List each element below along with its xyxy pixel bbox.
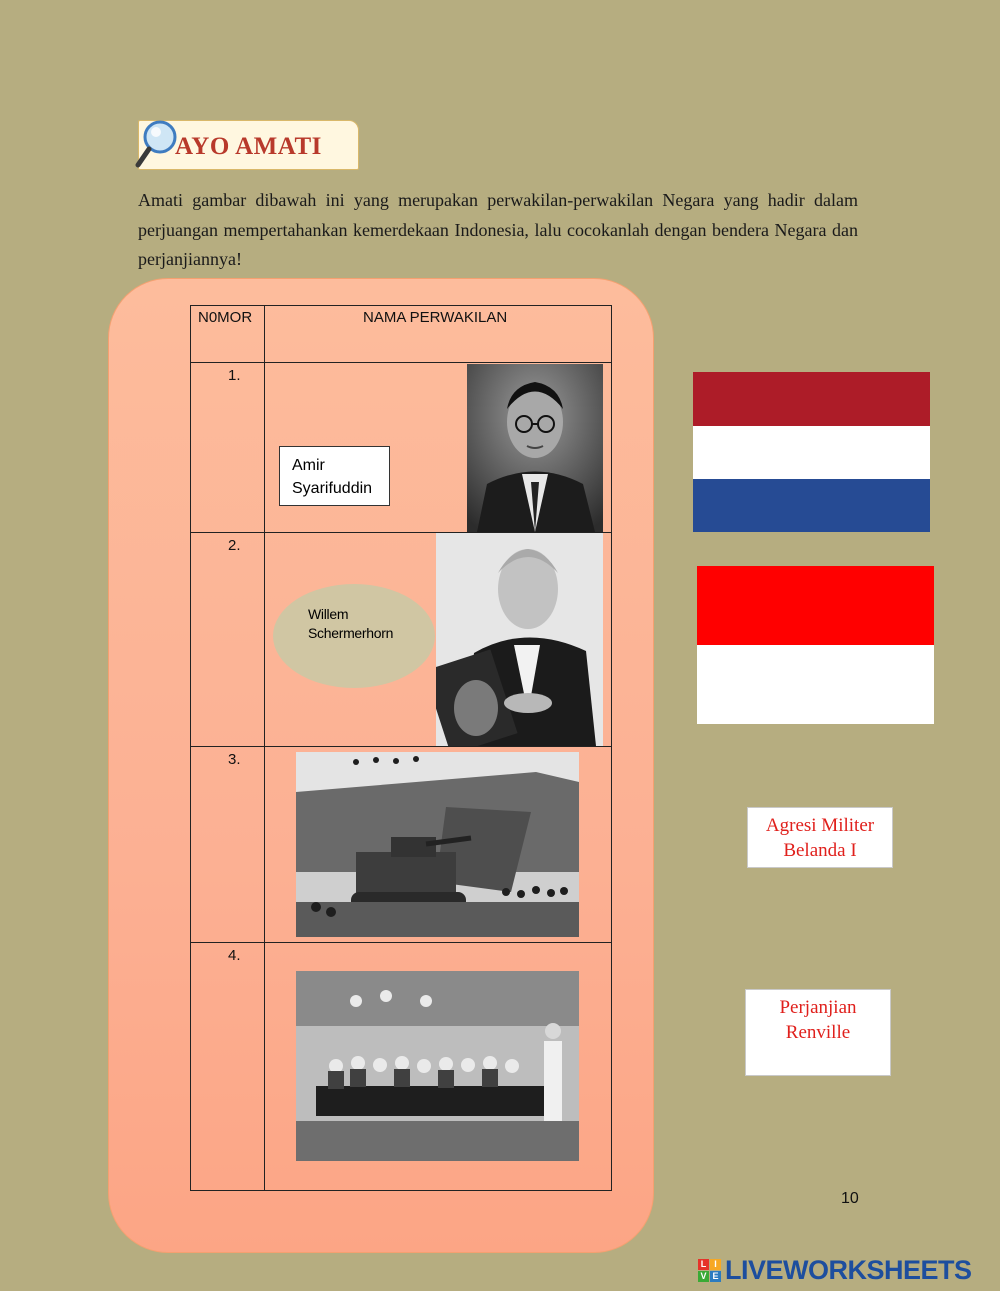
drop-label-1[interactable]: Amir Syarifuddin [279,446,390,506]
row-number: 4. [228,947,241,964]
portrait-photo-1 [467,364,603,532]
flag-indonesia[interactable] [697,566,934,724]
drop-label-2[interactable]: Willem Schermerhorn [273,584,435,688]
page-number: 10 [841,1190,859,1207]
col-header-number: N0MOR [198,309,253,326]
magnifier-icon [135,118,179,170]
row-number: 1. [228,367,241,384]
brand-name: LIVEWORKSHEETS [725,1254,972,1285]
flag-netherlands[interactable] [693,372,930,532]
col-header-name: NAMA PERWAKILAN [363,309,508,326]
instructions-text: Amati gambar dibawah ini yang merupakan perwakilan-perwakilan Negara yang hadir dalam perjuangan mempertahankan kemerdekaan Indonesia, lalu cocokanlah dengan bendera Negara dan perjanjiannya! [138,190,858,269]
option-perjanjian-renville[interactable]: Perjanjian Renville [745,989,891,1076]
row-number: 2. [228,537,241,554]
row-number: 3. [228,751,241,768]
section-title: AYO AMATI [175,133,322,160]
brand-logo [698,1255,972,1285]
photo-conference [296,971,579,1161]
photo-military-tanks [296,752,579,937]
option-agresi-militer[interactable]: Agresi Militer Belanda I [747,807,893,868]
brand-tiles-icon: L I V E [698,1259,721,1282]
portrait-photo-2 [436,533,603,746]
